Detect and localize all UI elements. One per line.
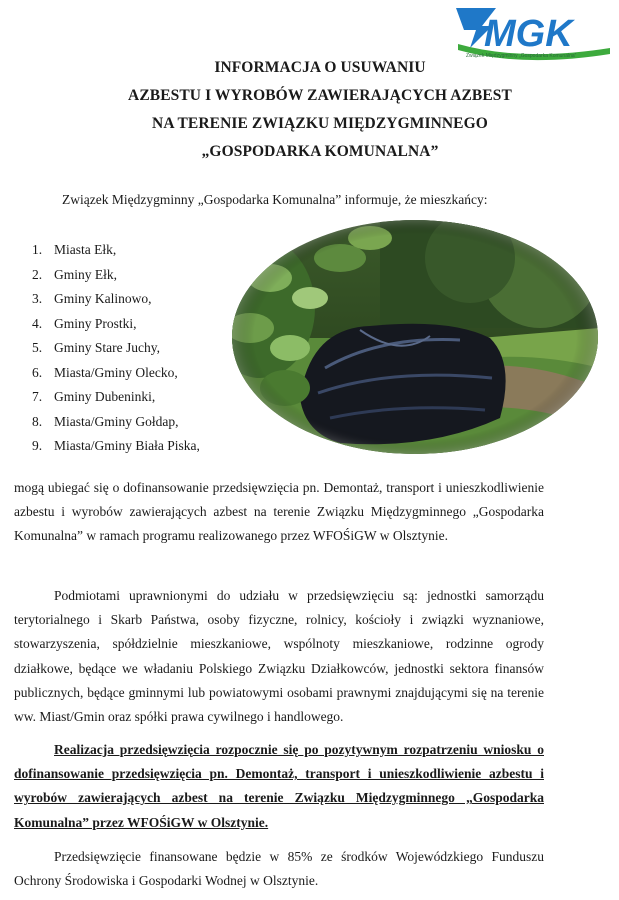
title-line-3: NA TERENIE ZWIĄZKU MIĘDZYGMINNEGO	[152, 115, 488, 132]
photo-graphic	[230, 218, 600, 456]
list-item	[32, 410, 200, 435]
list-label: Gminy Stare Juchy,	[54, 340, 160, 355]
list-number: 8.	[32, 413, 43, 429]
list-number: 4.	[32, 315, 43, 331]
title-line-4: „GOSPODARKA KOMUNALNA”	[201, 143, 439, 160]
municipality-list	[32, 238, 200, 459]
asbestos-waste-photo	[230, 218, 600, 456]
list-item	[32, 336, 200, 361]
list-item	[32, 287, 200, 312]
paragraph-financing: Przedsięwzięcie finansowane będzie w 85% ze środków Wojewódzkiego Funduszu Ochrony Środowiska i Gospodarki Wodnej w Olsztynie.	[14, 849, 544, 889]
logo-text: MGK	[484, 13, 573, 55]
list-number: 1.	[32, 242, 43, 257]
list-item	[32, 263, 200, 288]
list-number: 7.	[32, 389, 43, 404]
paragraph-entitled-entities: Podmiotami uprawnionymi do udziału w przedsięwzięciu są: jednostki samorządu terytorialnego i Skarb Państwa, osoby fizyczne, rolnicy, kościoły i związki wyznaniowe, stowarzyszenia, spółdzielnie mieszkaniowe, wspólnoty mieszkaniowe, rodzinne ogrody działkowe, będące we władaniu Polskiego Związku Działkowców, jednostki sektora finansów publicznych, będące gminnymi lub powiatowymi osobami prawnymi znajdującymi się na terenie ww. Miast/Gmin oraz spółki prawa cywilnego i handlowego.	[14, 588, 544, 725]
list-number: 9.	[32, 438, 43, 453]
document-title	[40, 54, 600, 166]
list-item	[32, 238, 200, 263]
list-label: Gminy Kalinowo,	[54, 291, 152, 306]
list-label: Gminy Prostki,	[54, 315, 137, 331]
list-label: Miasta/Gminy Olecko,	[54, 364, 178, 380]
list-label: Gminy Ełk,	[54, 266, 117, 282]
list-number: 5.	[32, 340, 43, 355]
paragraph-realization-notice: Realizacja przedsięwzięcia rozpocznie się po pozytywnym rozpatrzeniu wniosku o dofinansowanie przedsięwzięcia pn. Demontaż, transport i unieszkodliwienie azbestu i wyrobów zawierających azbest na terenie Związku Międzygminnego „Gospodarka Komunalna” przez WFOŚiGW w Olsztynie.	[14, 742, 544, 830]
list-number: 2.	[32, 266, 43, 282]
paragraph-eligibility: mogą ubiegać się o dofinansowanie przedsięwzięcia pn. Demontaż, transport i unieszkodliwienie azbestu i wyrobów zawierających azbest na terenie Związku Międzygminnego „Gospodarka Komunalna” w ramach programu realizowanego przez WFOŚiGW w Olsztynie.	[14, 480, 544, 544]
list-item	[32, 434, 200, 459]
list-item	[32, 312, 200, 337]
list-label: Miasta/Gminy Biała Piska,	[54, 438, 200, 453]
logo-subtitle: Związek Międzygminny „Gospodarka Komunalna”	[466, 53, 577, 59]
intro-text: Związek Międzygminny „Gospodarka Komunalna” informuje, że mieszkańcy:	[62, 192, 488, 207]
list-item	[32, 361, 200, 386]
list-label: Miasta Ełk,	[54, 242, 117, 257]
list-label: Gminy Dubeninki,	[54, 389, 156, 404]
title-line-1: INFORMACJA O USUWANIU	[214, 59, 426, 76]
list-number: 3.	[32, 291, 43, 306]
list-label: Miasta/Gminy Gołdap,	[54, 413, 179, 429]
title-line-2: AZBESTU I WYROBÓW ZAWIERAJĄCYCH AZBEST	[128, 87, 512, 104]
list-item	[32, 385, 200, 410]
list-number: 6.	[32, 364, 43, 380]
